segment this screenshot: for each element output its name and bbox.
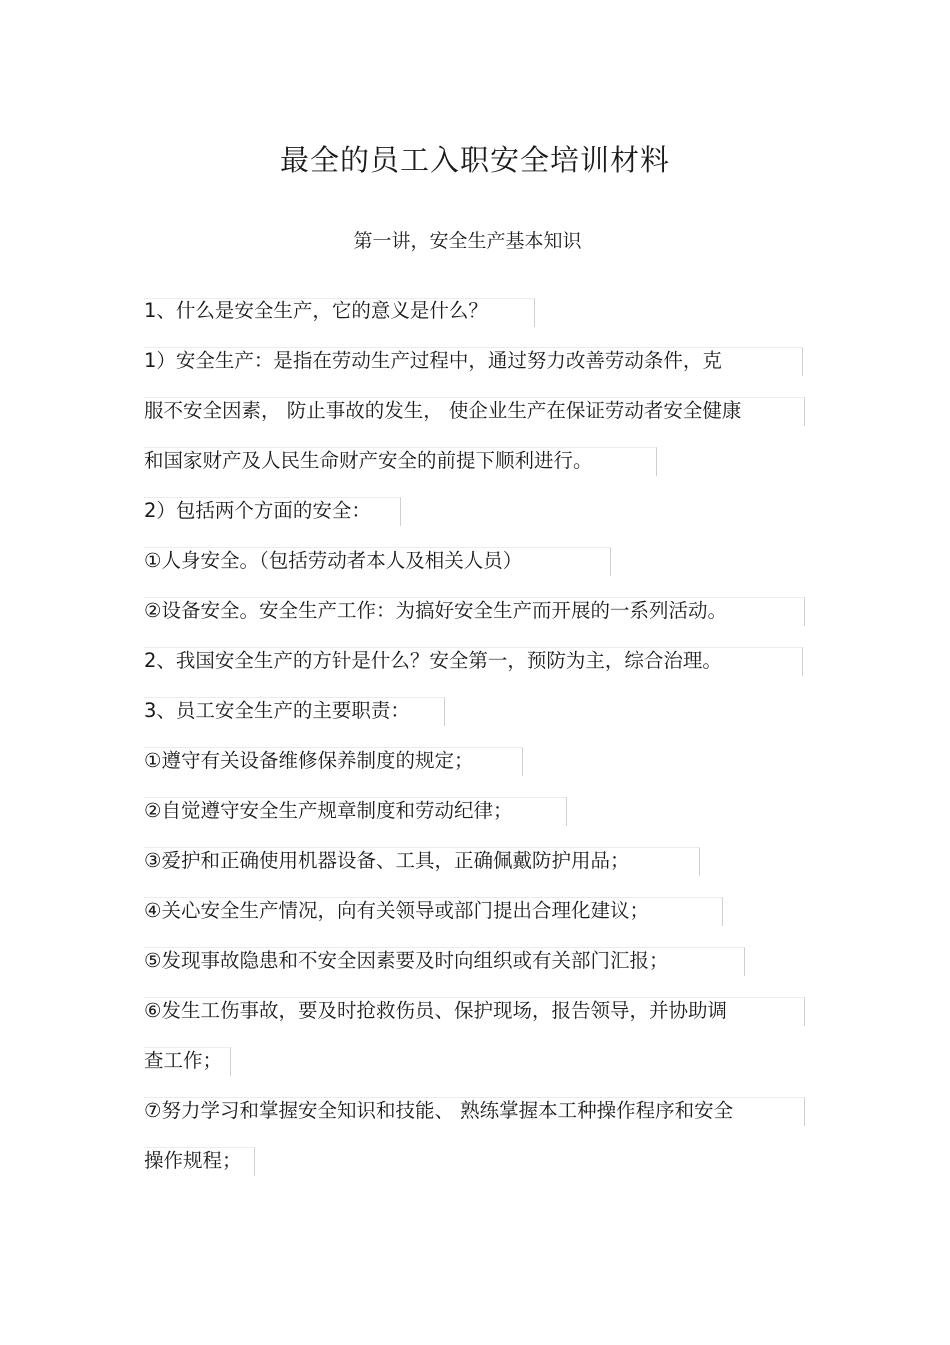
question-1: 1、什么是安全生产，它的意义是什么？ bbox=[144, 299, 488, 322]
list-item: ④关心安全生产情况，向有关领导或部门提出合理化建议； bbox=[144, 899, 649, 922]
paragraph-line: 和国家财产及人民生命财产安全的前提下顺利进行。 bbox=[144, 449, 593, 472]
document-title: 最全的员工入职安全培训材料 bbox=[279, 143, 670, 177]
list-item: ⑦努力学习和掌握安全知识和技能、 熟练掌握本工种操作程序和安全 bbox=[144, 1099, 734, 1122]
list-item: ②设备安全。安全生产工作：为搞好安全生产而开展的一系列活动。 bbox=[144, 599, 727, 622]
question-3: 3、员工安全生产的主要职责： bbox=[144, 699, 410, 722]
list-item: ⑥发生工伤事故，要及时抢救伤员、保护现场，报告领导，并协助调 bbox=[144, 999, 727, 1022]
list-item: ⑤发现事故隐患和不安全因素要及时向组织或有关部门汇报； bbox=[144, 949, 669, 972]
list-item: ③爱护和正确使用机器设备、工具，正确佩戴防护用品； bbox=[144, 849, 630, 872]
list-item: ②自觉遵守安全生产规章制度和劳动纪律； bbox=[144, 799, 513, 822]
section-heading: 第一讲，安全生产基本知识 bbox=[353, 230, 582, 252]
paragraph-line: 1）安全生产：是指在劳动生产过程中，通过努力改善劳动条件，克 bbox=[144, 349, 722, 372]
paragraph-line: 服不安全因素， 防止事故的发生， 使企业生产在保证劳动者安全健康 bbox=[144, 399, 742, 422]
list-item-continuation: 操作规程； bbox=[144, 1149, 242, 1172]
list-item: ①遵守有关设备维修保养制度的规定； bbox=[144, 749, 474, 772]
question-2: 2、我国安全生产的方针是什么？安全第一，预防为主，综合治理。 bbox=[144, 649, 722, 672]
paragraph-line: 2）包括两个方面的安全： bbox=[144, 499, 371, 522]
list-item: ①人身安全。（包括劳动者本人及相关人员） bbox=[144, 549, 523, 572]
list-item-continuation: 查工作； bbox=[144, 1049, 223, 1072]
